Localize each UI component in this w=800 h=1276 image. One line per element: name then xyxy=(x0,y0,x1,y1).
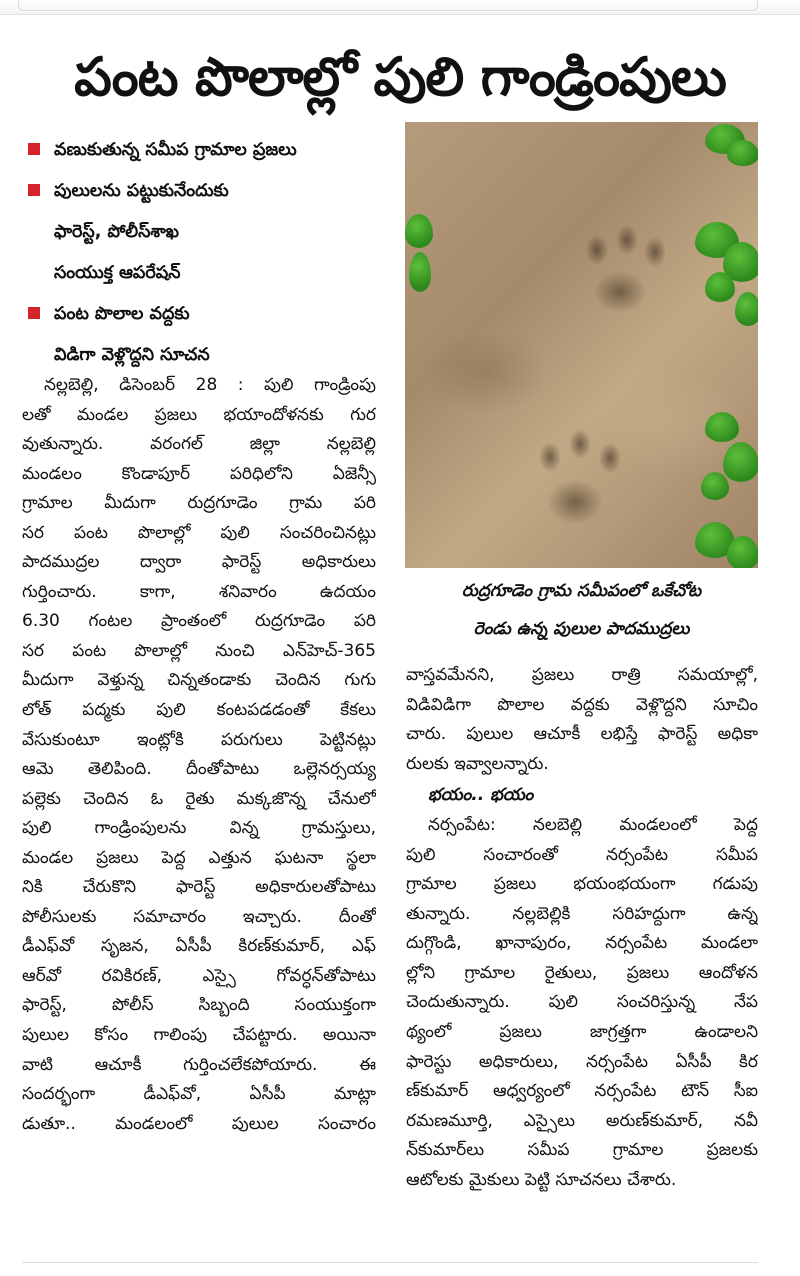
body-line: సర పంట పొలాల్లో పులి సంచరించినట్లు xyxy=(22,522,376,543)
body-line: న్‌కుమార్‌లు సమీప గ్రామాల ప్రజలకు xyxy=(406,1140,758,1161)
body-line: ఆర్‌వో రవికిరణ్, ఎస్సై గోవర్ధన్‌తోపాటు xyxy=(22,965,376,986)
body-line: మండలం కొండాపూర్ పరిధిలోని ఏజెన్సీ xyxy=(22,463,376,484)
body-line: రమణమూర్తి, ఎస్సైలు అరుణ్‌కుమార్, నవీ xyxy=(406,1110,758,1131)
leaf-decoration xyxy=(735,292,758,326)
body-line: తున్నారు. నల్లబెల్లికి సరిహద్దుగా ఉన్న xyxy=(406,903,758,924)
body-line: గుర్తించారు. కాగా, శనివారం ఉదయం xyxy=(22,581,376,602)
body-line: వాస్తవమేనని, ప్రజలు రాత్రి సమయాల్లో, xyxy=(406,665,758,685)
body-line: వుతున్నారు. వరంగల్ జిల్లా నల్లబెల్లి xyxy=(22,434,376,455)
headline: పంట పొలాల్లో పులి గాండ్రింపులు xyxy=(74,47,726,108)
body-line: పులుల కోసం గాలింపు చేపట్టారు. అయినా xyxy=(22,1025,376,1046)
body-line: విడివిడిగా పొలాల వద్దకు వెళ్లొద్దని సూచిం xyxy=(406,694,758,715)
body-line: మండల ప్రజలు పెద్ద ఎత్తున ఘటనా స్థలా xyxy=(22,847,376,868)
photo-caption xyxy=(405,572,758,648)
body-line: ఫారెస్టు అధికారులు, నర్సంపేట ఏసీపీ కిర xyxy=(406,1051,758,1072)
article-body-right xyxy=(406,661,758,1195)
leaf-decoration xyxy=(705,412,739,442)
red-square-bullet-icon xyxy=(28,184,40,196)
highlights-list xyxy=(26,130,396,376)
tiger-pugmark-photo xyxy=(405,122,758,568)
body-line: డుతూ.. మండలంలో పులుల సంచారం xyxy=(22,1113,376,1134)
body-line: సందర్భంగా డీఎఫ్‌వో, ఏసీపీ మాట్లా xyxy=(22,1084,376,1105)
body-line: సర పంట పొలాల్లో నుంచి ఎన్‌హెచ్-365 xyxy=(22,640,376,661)
leaf-decoration xyxy=(405,214,433,248)
highlight-line: విడిగా వెళ్లొద్దని సూచన xyxy=(54,345,210,365)
body-line: లతో మండల ప్రజలు భయాందోళనకు గుర xyxy=(22,404,376,425)
body-line: నల్లబెల్లి, డిసెంబర్ 28 : పులి గాండ్రింపు xyxy=(44,375,376,395)
body-line: వాటి ఆచూకీ గుర్తించలేకపోయారు. ఈ xyxy=(22,1054,376,1075)
body-line: 6.30 గంటల ప్రాంతంలో రుద్రగూడెం పరి xyxy=(22,611,376,632)
body-line: చెందుతున్నారు. పులి సంచరిస్తున్న నేప xyxy=(406,992,758,1013)
body-line: చారు. పులుల ఆచూకీ లభిస్తే ఫారెస్ట్ అధికా xyxy=(406,724,758,745)
body-line: పల్లెకు చెందిన ఓ రైతు మక్కజొన్న చేనులో xyxy=(22,788,376,809)
top-page-strip xyxy=(0,0,800,15)
caption-line: రెండు ఉన్న పులుల పాదముద్రలు xyxy=(473,619,690,639)
leaf-decoration xyxy=(727,140,758,166)
leaf-decoration xyxy=(723,442,758,482)
body-line: ఆటోలకు మైకులు పెట్టి సూచనలు చేశారు. xyxy=(406,1169,677,1190)
body-line: ఫారెస్ట్, పోలీస్ సిబ్బంది సంయుక్తంగా xyxy=(22,995,376,1016)
body-line: నర్సంపేట: నలబెల్లి మండలంలో పెద్ద xyxy=(428,815,758,836)
body-line: రులకు ఇవ్వాలన్నారు. xyxy=(406,753,549,774)
body-line: పాదముద్రల ద్వారా ఫారెస్ట్ అధికారులు xyxy=(22,552,376,573)
highlight-line: సంయుక్త ఆపరేషన్ xyxy=(54,263,181,283)
highlight-line: పులులను పట్టుకునేందుకు xyxy=(54,181,229,201)
body-line: వేసుకుంటూ ఇంట్లోకి పరుగులు పెట్టినట్లు xyxy=(22,729,376,750)
highlight-item xyxy=(26,294,396,376)
body-line: డీఎఫ్‌వో సృజన, ఏసీపీ కిరణ్‌కుమార్, ఎఫ్ xyxy=(22,936,376,957)
bottom-divider xyxy=(22,1262,758,1263)
red-square-bullet-icon xyxy=(28,143,40,155)
body-line: పులి సంచారంతో నర్సంపేట సమీప xyxy=(406,844,758,865)
top-strip-tab xyxy=(18,0,758,11)
body-line: లోత్ పద్మకు పులి కంటపడడంతో కేకలు xyxy=(22,700,376,721)
article-body-left xyxy=(22,371,376,1139)
body-line: ల్లోని గ్రామాల రైతులు, ప్రజలు ఆందోళన xyxy=(406,962,758,983)
leaf-decoration xyxy=(727,536,758,568)
body-line: గ్రామాల ప్రజలు భయంభయంగా గడుపు xyxy=(406,874,758,895)
highlight-line: పంట పొలాల వద్దకు xyxy=(54,304,190,324)
leaf-decoration xyxy=(701,472,729,500)
body-line: పోలీసులకు సమాచారం ఇచ్చారు. దీంతో xyxy=(22,906,376,927)
red-square-bullet-icon xyxy=(28,307,40,319)
leaf-decoration xyxy=(409,252,431,292)
body-line: ణ్‌కుమార్ ఆధ్వర్యంలో నర్సంపేట టౌన్ సీఐ xyxy=(406,1081,758,1102)
highlight-line: ఫారెస్ట్, పోలీస్‌శాఖ xyxy=(54,222,180,242)
leaf-decoration xyxy=(705,272,735,302)
body-line: పులి గాండ్రింపులను విన్న గ్రామస్తులు, xyxy=(22,818,376,839)
highlight-item xyxy=(26,171,396,294)
body-line: దుగ్గొండి, ఖానాపురం, నర్సంపేట మండలా xyxy=(406,933,758,954)
body-line: థ్యంలో ప్రజలు జాగ్రత్తగా ఉండాలని xyxy=(406,1022,758,1043)
body-line: ఆమె తెలిపింది. దీంతోపాటు ఒల్లెనర్సయ్య xyxy=(22,759,376,780)
body-line: గ్రామాల మీదుగా రుద్రగూడెం గ్రామ పరి xyxy=(22,493,376,514)
highlight-item xyxy=(26,130,396,171)
caption-line: రుద్రగూడెం గ్రామ సమీపంలో ఒకేచోట xyxy=(461,581,702,601)
body-line: మీదుగా వెళ్తున్న చిన్నతండాకు చెందిన గుగు xyxy=(22,670,376,691)
highlight-line: వణుకుతున్న సమీప గ్రామాల ప్రజలు xyxy=(54,140,297,160)
body-line: నికి చేరుకొని ఫారెస్ట్ అధికారులతోపాటు xyxy=(22,877,376,898)
section-subhead: భయం.. భయం xyxy=(428,785,534,806)
